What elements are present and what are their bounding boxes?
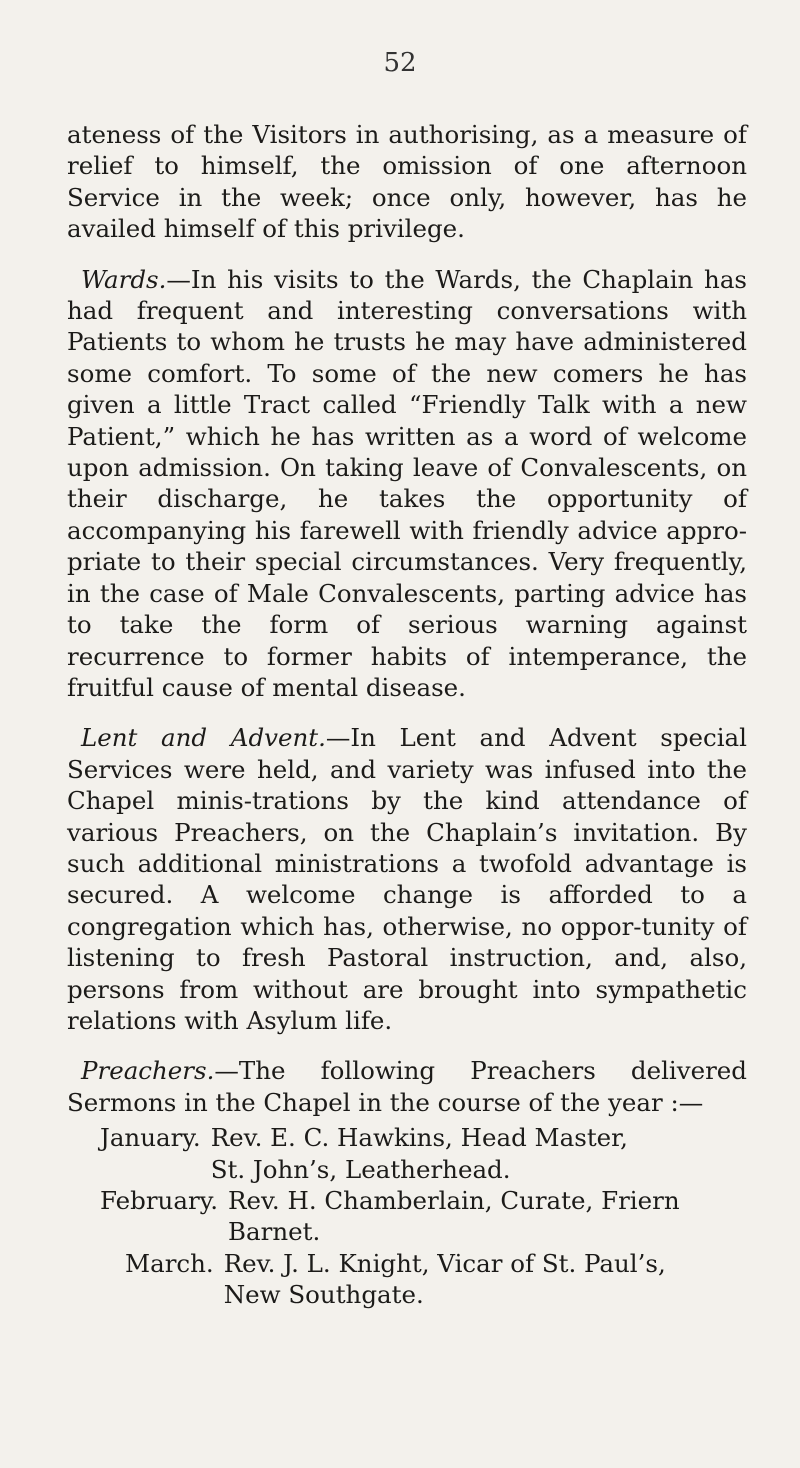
preacher-place: St. John’s, Leatherhead. <box>210 1154 511 1184</box>
preacher-name: Rev. E. C. Hawkins, Head Master, <box>210 1123 628 1153</box>
preacher-place: Barnet. <box>228 1217 321 1247</box>
preacher-detail <box>218 1185 747 1248</box>
paragraph-lent-advent <box>67 722 747 1036</box>
list-item <box>67 1122 747 1185</box>
preacher-month: March. <box>125 1248 214 1278</box>
paragraph-preachers <box>67 1055 747 1118</box>
preacher-month: January. <box>100 1123 201 1153</box>
wards-text: —In his visits to the Wards, the Chaplain has had frequent and interesting conversations with Patients to whom he trusts he may have administered some comfort. To some of the new comers he has given a little Tract called “Friendly Talk with a new Patient,” which he has written as a word of welcome upon admission. On taking leave of Convalescents, on their discharge, he takes the opportunity of accompanying his farewell with friendly advice appro-priate to their special circumstances. Very frequently, in the case of Male Convalescents, parting advice has to take the form of serious warning against recurrence to former habits of intemperance, the fruitful cause of mental disease. <box>67 264 747 702</box>
preacher-detail <box>201 1122 747 1185</box>
preacher-name: Rev. H. Chamberlain, Curate, Friern <box>228 1186 680 1215</box>
paragraph-wards <box>67 264 747 704</box>
page-number: 52 <box>383 48 417 78</box>
lent-advent-text: —In Lent and Advent special Services were held, and variety was infused into the Chapel minis-trations by the kind attendance of various Preachers, on the Chaplain’s invitation. By such additional ministrations a twofold advantage is secured. A welcome change is afforded to a congregation which has, otherwise, no oppor-tunity of listening to fresh Pastoral instruction, and, also, persons from without are brought into sympathetic relations with Asylum life. <box>67 723 747 1035</box>
list-item <box>67 1248 747 1311</box>
preachers-text: —The following Preachers delivered Sermons in the Chapel in the course of the year :— <box>67 1056 747 1117</box>
preacher-month: February. <box>100 1186 219 1215</box>
preacher-name: Rev. J. L. Knight, Vicar of St. Paul’s, <box>223 1248 666 1278</box>
preacher-place: New Southgate. <box>223 1280 424 1310</box>
lent-advent-heading: Lent and Advent. <box>81 723 326 753</box>
page-body <box>67 119 747 1311</box>
wards-heading: Wards. <box>81 264 167 294</box>
paragraph-intro: ateness of the Visitors in authorising, as a measure of relief to himself, the omission of one afternoon Service in the week; once only, however, has he availed himself of this privilege. <box>67 120 747 244</box>
list-item <box>67 1185 747 1248</box>
preacher-detail <box>214 1248 747 1311</box>
preachers-list <box>67 1122 747 1310</box>
preachers-heading: Preachers. <box>81 1056 215 1086</box>
